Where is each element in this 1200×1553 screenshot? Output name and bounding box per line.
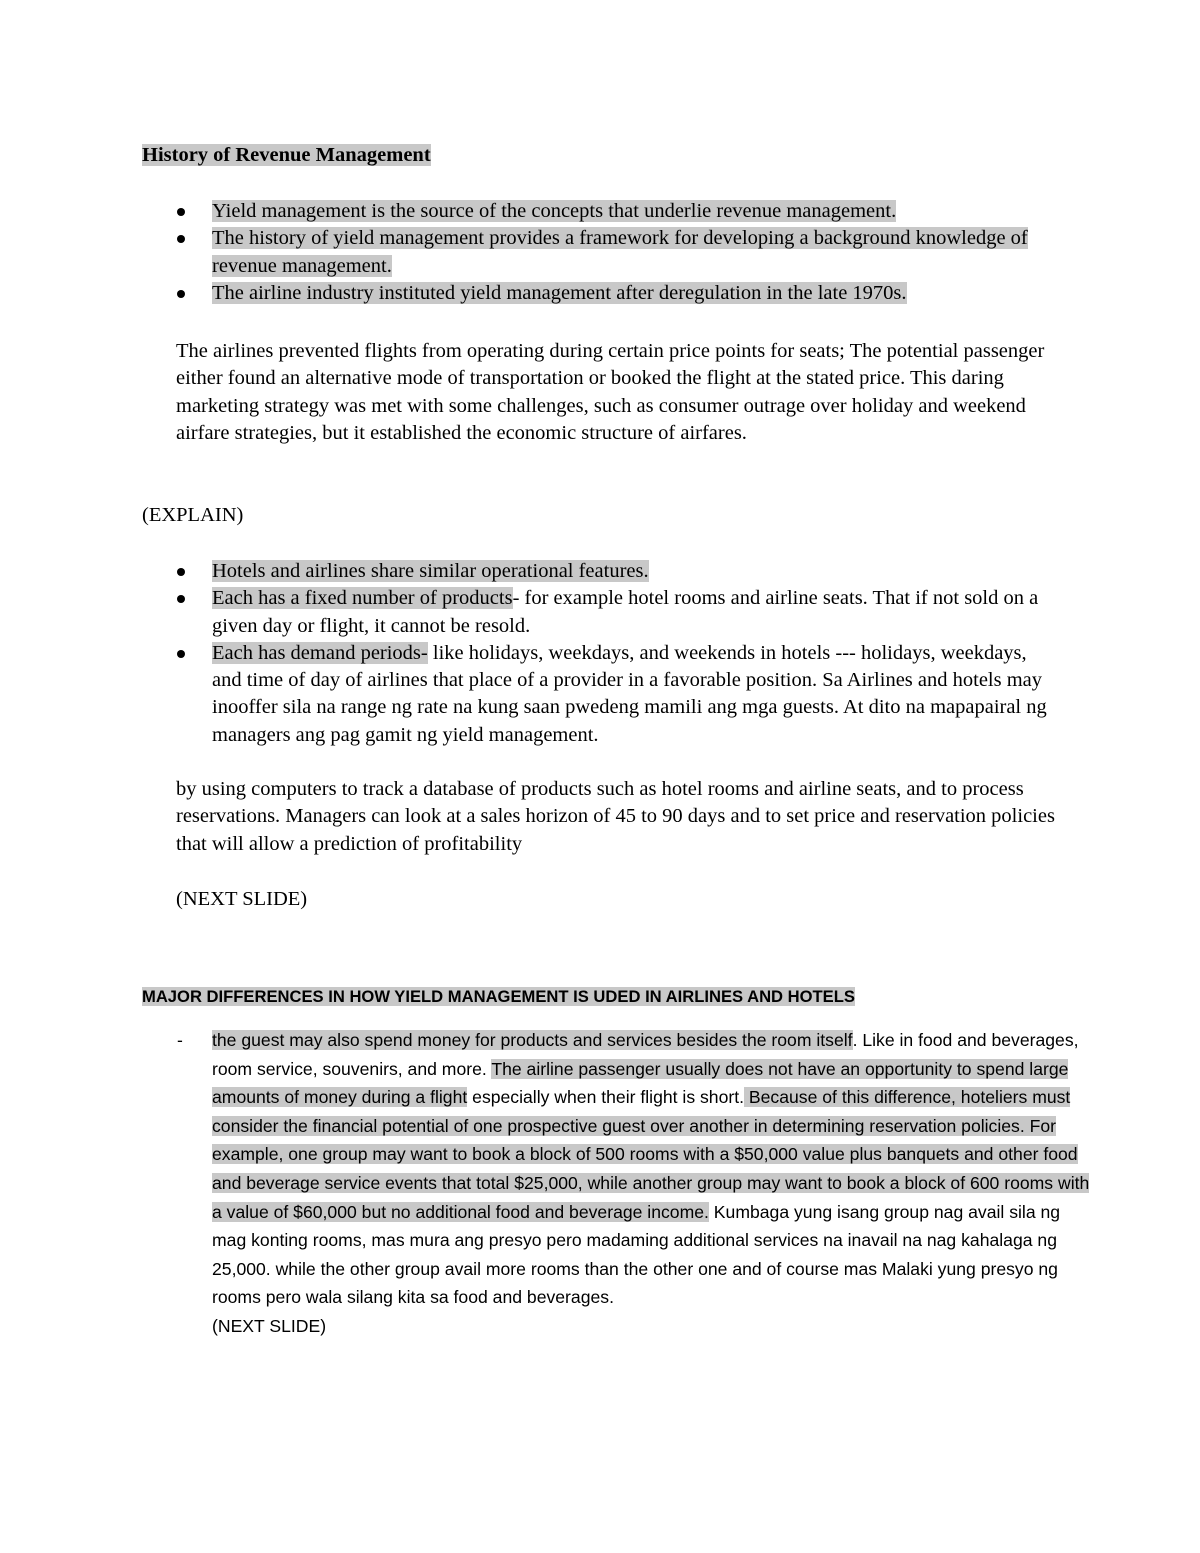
section-title-text: MAJOR DIFFERENCES IN HOW YIELD MANAGEMENT IS UDED IN AIRLINES AND HOTELS xyxy=(142,987,855,1006)
text-highlight: Because of this difference, hoteliers must consider the financial potential of one prospective guest over another in determining reservation policies. For example, one group may want to book a block of 500 rooms with a $50,000 value plus banquets and other food and beverage service events that total $25,000, while another group may want to book a block of 600 rooms with a value of $60,000 but no additional food and beverage income. xyxy=(212,1087,1090,1222)
text-highlight: The airline passenger usually does not have an opportunity to spend large amounts of money during a flight xyxy=(212,1058,1069,1108)
text-highlight: the guest may also spend money for products and services besides the room itself xyxy=(212,1030,853,1050)
bullet-icon xyxy=(177,568,185,576)
paragraph-airlines: The airlines prevented flights from operating during certain price points for seats; The potential passenger either found an alternative mode of transportation or booked the flight at the stated price. This daring marketing strategy was met with some challenges, such as consumer outrage over holiday and weekend airfare strategies, but it established the economic structure of airfares. xyxy=(176,340,1045,444)
bullet-rest: - for example hotel rooms and airline seats. That if not sold on a given day or flight, it cannot be resold. xyxy=(212,587,1039,637)
history-bullet-list xyxy=(177,198,1037,307)
section-title-differences xyxy=(142,983,855,1012)
bullet-highlight: Hotels and airlines share similar operational features. xyxy=(212,560,649,582)
list-item xyxy=(177,198,1037,225)
text-plain: Kumbaga yung isang group nag avail sila ng mag konting rooms, mas mura ang presyo pero madaming additional services na inavail na nag kahalaga ng 25,000. while the other group avail more rooms than the other one and of course mas Malaki yung presyo ng rooms pero wala silang kita sa food and beverages. xyxy=(212,1201,1061,1308)
list-item xyxy=(177,280,1037,307)
explain-label: (EXPLAIN) xyxy=(142,504,244,526)
next-slide-label: (NEXT SLIDE) xyxy=(176,888,308,910)
list-item xyxy=(177,558,1057,585)
bullet-icon xyxy=(177,235,185,243)
section-title-history xyxy=(142,142,431,169)
features-bullet-list xyxy=(177,558,1057,749)
list-item xyxy=(177,640,1057,749)
section-title-text: History of Revenue Management xyxy=(142,144,431,166)
list-item xyxy=(177,585,1057,640)
bullet-rest: like holidays, weekdays, and weekends in hotels --- holidays, weekdays, and time of day of airlines that place of a provider in a favorable position. Sa Airlines and hotels may inooffer sila na range ng rate na kung saan pwedeng mamili ang mga guests. At dito na mapapairal ng managers ang pag gamit ng yield management. xyxy=(212,641,1047,746)
list-item xyxy=(177,225,1037,280)
text-plain: . Like in food and beverages, room service, souvenirs, and more. xyxy=(212,1030,1079,1079)
bullet-icon xyxy=(177,208,185,216)
bullet-highlight: Each has a fixed number of products xyxy=(212,587,513,610)
text-plain: especially when their flight is short. xyxy=(467,1087,745,1108)
next-slide-label: (NEXT SLIDE) xyxy=(212,1315,327,1336)
differences-item xyxy=(177,1026,1097,1341)
bullet-icon xyxy=(177,290,185,298)
bullet-highlight: Each has demand periods- xyxy=(212,641,428,664)
bullet-icon xyxy=(177,650,185,658)
bullet-text: Yield management is the source of the concepts that underlie revenue management. xyxy=(212,200,897,222)
paragraph-computers: by using computers to track a database of products such as hotel rooms and airline seats, and to process reservations. Managers can look at a sales horizon of 45 to 90 days and to set price and reservation policies that will allow a prediction of profitability xyxy=(176,778,1055,855)
bullet-text: The history of yield management provides a framework for developing a background knowledge of revenue management. xyxy=(212,227,1028,277)
dash-marker: - xyxy=(177,1030,183,1050)
bullet-text: The airline industry instituted yield management after deregulation in the late 1970s. xyxy=(212,281,907,304)
bullet-icon xyxy=(177,595,185,603)
